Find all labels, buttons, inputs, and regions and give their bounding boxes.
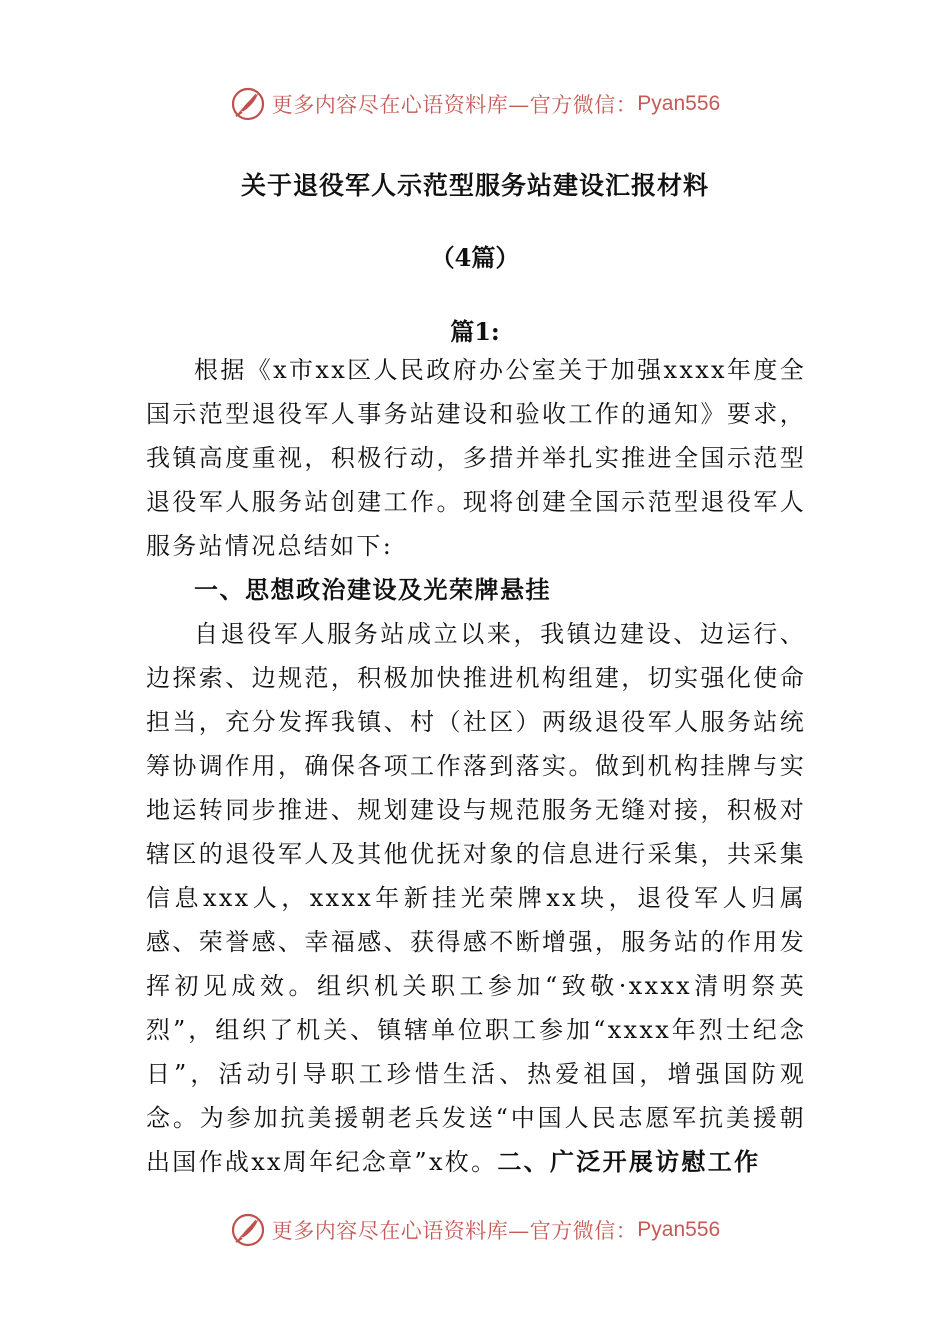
document-subtitle: （4篇）	[430, 243, 520, 272]
watermark-header	[0, 84, 950, 124]
section-2-heading: 二、广泛开展访慰工作	[497, 1147, 761, 1176]
watermark-wechat-id: Pyan556	[637, 92, 721, 115]
document-body	[146, 348, 806, 1184]
section-1-heading: 一、思想政治建设及光荣牌悬挂	[194, 575, 551, 604]
watermark-text: 更多内容尽在心语资料库—官方微信：	[271, 1219, 638, 1243]
quill-logo-icon	[230, 86, 266, 122]
watermark-footer	[0, 1210, 950, 1250]
watermark-wechat-id: Pyan556	[637, 1218, 721, 1241]
section-1-body-text: 自退役军人服务站成立以来，我镇边建设、边运行、边探索、边规范，积极加快推进机构组建，切实强化使命担当，充分发挥我镇、村（社区）两级退役军人服务站统筹协调作用，确保各项工作落到落实。做到机构挂牌与实地运转同步推进、规划建设与规范服务无缝对接，积极对辖区的退役军人及其他优抚对象的信息进行采集，共采集信息xxx人，xxxx年新挂光荣牌xx块，退役军人归属感、荣誉感、幸福感、获得感不断增强，服务站的作用发挥初见成效。组织机关职工参加“致敬·xxxx清明祭英烈”，组织了机关、镇辖单位职工参加“xxxx年烈士纪念日”，活动引导职工珍惜生活、热爱祖国，增强国防观念。为参加抗美援朝老兵发送“中国人民志愿军抗美援朝出国作战xx周年纪念章”x枚。	[146, 620, 806, 1176]
section-1-paragraph	[146, 612, 806, 1184]
watermark-text: 更多内容尽在心语资料库—官方微信：	[271, 93, 638, 117]
piece-label: 篇1:	[450, 317, 500, 346]
document-title: 关于退役军人示范型服务站建设汇报材料	[240, 171, 709, 200]
intro-paragraph: 根据《x市xx区人民政府办公室关于加强xxxx年度全国示范型退役军人事务站建设和验收工作的通知》要求，我镇高度重视，积极行动，多措并举扎实推进全国示范型退役军人服务站创建工作。现将创建全国示范型退役军人服务站情况总结如下:	[146, 356, 806, 560]
quill-logo-icon	[230, 1212, 266, 1248]
